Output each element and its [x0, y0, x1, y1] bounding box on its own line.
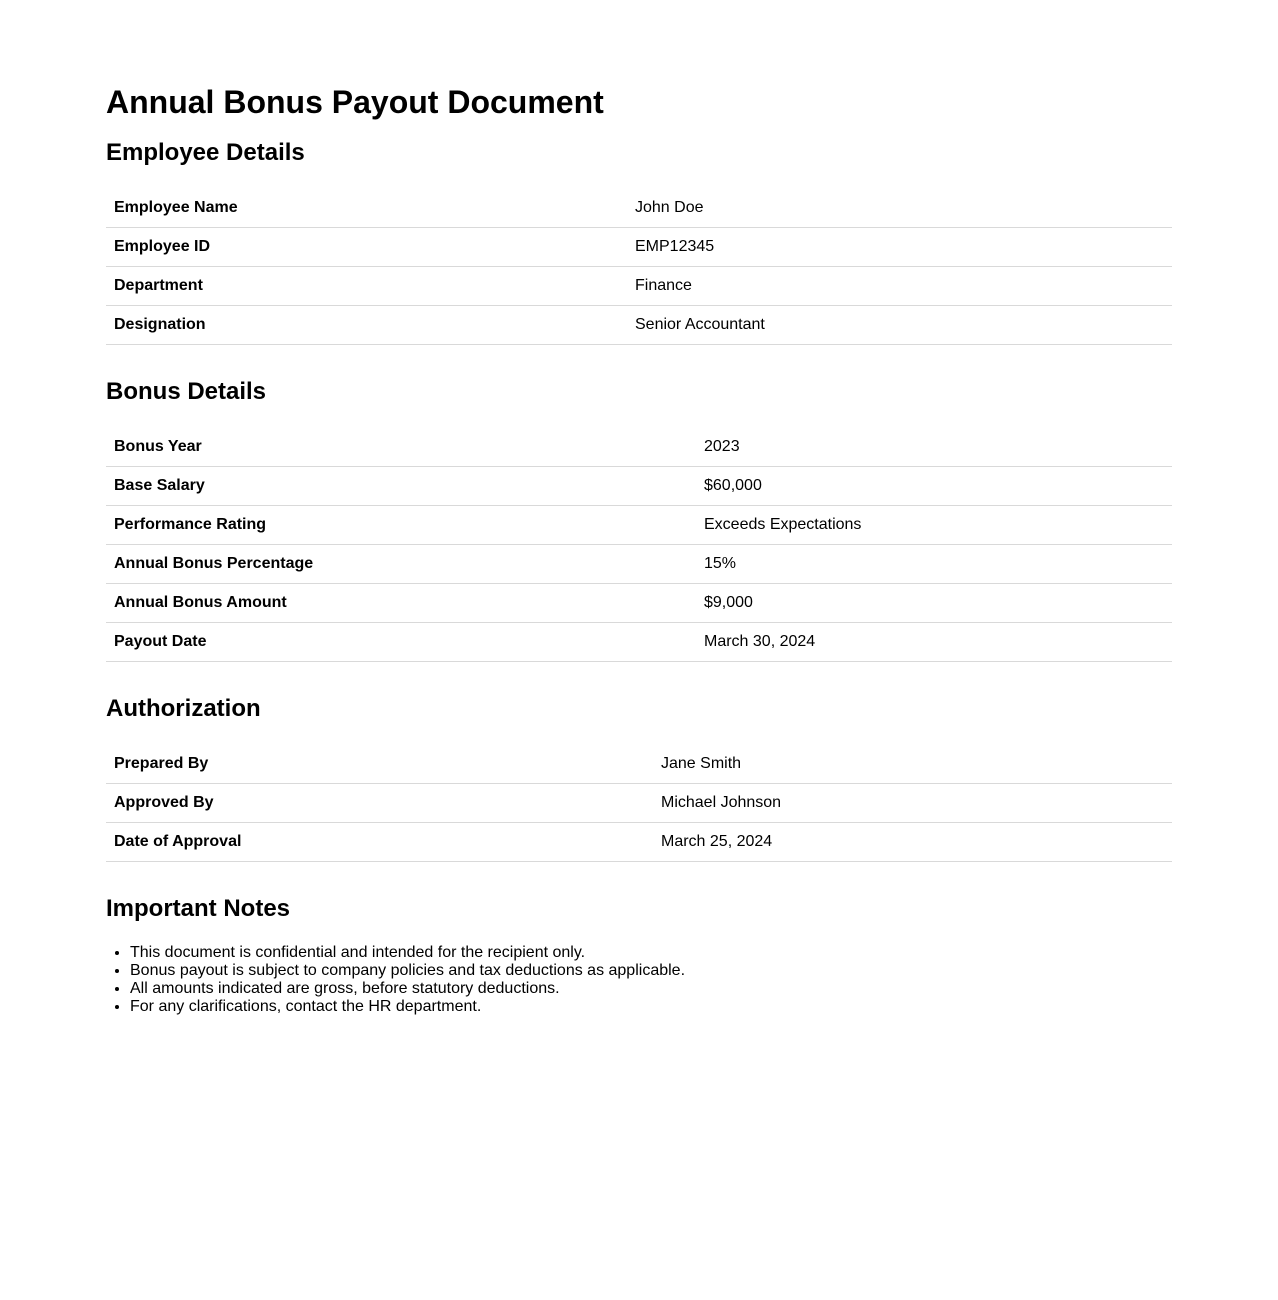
- row-label: Designation: [106, 306, 627, 345]
- row-value: Michael Johnson: [653, 784, 1172, 823]
- table-row: [106, 823, 1172, 862]
- table-row: [106, 228, 1172, 267]
- row-label: Approved By: [106, 784, 653, 823]
- row-value: John Doe: [627, 189, 1172, 228]
- table-row: [106, 428, 1172, 467]
- row-value: EMP12345: [627, 228, 1172, 267]
- table-row: [106, 745, 1172, 784]
- list-item: • This document is confidential and intended for the recipient only.: [130, 944, 1172, 962]
- document-title: Annual Bonus Payout Document: [106, 84, 604, 120]
- row-label: Base Salary: [106, 467, 696, 506]
- row-value: Senior Accountant: [627, 306, 1172, 345]
- row-value: Finance: [627, 267, 1172, 306]
- row-value: 15%: [696, 545, 1172, 584]
- authorization-table: [106, 745, 1172, 862]
- row-label: Bonus Year: [106, 428, 696, 467]
- row-value: 2023: [696, 428, 1172, 467]
- row-value: $60,000: [696, 467, 1172, 506]
- bonus-details-table: [106, 428, 1172, 662]
- list-item: • Bonus payout is subject to company policies and tax deductions as applicable.: [130, 962, 1172, 980]
- row-value: $9,000: [696, 584, 1172, 623]
- employee-details-heading: Employee Details: [106, 139, 305, 166]
- row-label: Annual Bonus Amount: [106, 584, 696, 623]
- row-value: March 30, 2024: [696, 623, 1172, 662]
- row-value: March 25, 2024: [653, 823, 1172, 862]
- table-row: [106, 545, 1172, 584]
- bonus-details-heading: Bonus Details: [106, 378, 267, 405]
- authorization-heading: Authorization: [106, 695, 261, 722]
- row-label: Employee ID: [106, 228, 627, 267]
- list-item: • All amounts indicated are gross, before statutory deductions.: [130, 980, 1172, 998]
- row-label: Department: [106, 267, 627, 306]
- table-row: [106, 506, 1172, 545]
- important-notes-heading: Important Notes: [106, 895, 291, 922]
- important-notes-list: [106, 944, 1172, 1016]
- table-row: [106, 623, 1172, 662]
- row-label: Performance Rating: [106, 506, 696, 545]
- row-value: Exceeds Expectations: [696, 506, 1172, 545]
- table-row: [106, 584, 1172, 623]
- row-value: Jane Smith: [653, 745, 1172, 784]
- row-label: Date of Approval: [106, 823, 653, 862]
- row-label: Payout Date: [106, 623, 696, 662]
- employee-details-table: [106, 189, 1172, 345]
- list-item: • For any clarifications, contact the HR department.: [130, 998, 1172, 1016]
- row-label: Prepared By: [106, 745, 653, 784]
- table-row: [106, 267, 1172, 306]
- table-row: [106, 467, 1172, 506]
- row-label: Annual Bonus Percentage: [106, 545, 696, 584]
- table-row: [106, 189, 1172, 228]
- row-label: Employee Name: [106, 189, 627, 228]
- table-row: [106, 784, 1172, 823]
- table-row: [106, 306, 1172, 345]
